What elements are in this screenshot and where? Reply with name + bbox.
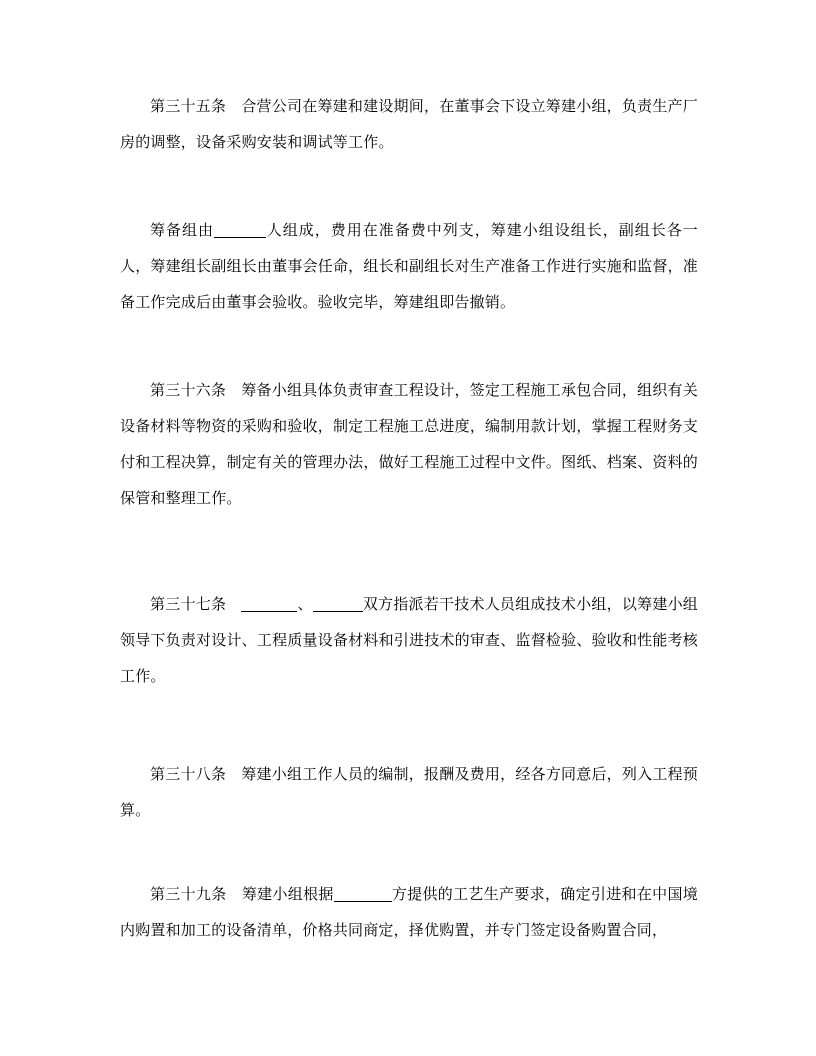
article-37 (120, 586, 698, 694)
article-39 (120, 876, 698, 948)
article-35-text: 第三十五条 合营公司在筹建和建设期间，在董事会下设立筹建小组，负责生产厂房的调整，设备采购安装和调试等工作。 (120, 97, 698, 151)
article-39-text-start: 第三十九条 筹建小组根据 (150, 885, 334, 903)
article-38-text: 第三十八条 筹建小组工作人员的编制，报酬及费用，经各方同意后，列入工程预算。 (120, 765, 698, 819)
article-38 (120, 756, 698, 828)
article-36-text: 第三十六条 筹备小组具体负责审查工程设计，签定工程施工承包合同，组织有关设备材料等物资的采购和验收，制定工程施工总进度，编制用款计划，掌握工程财务支付和工程决算，制定有关的管理办法，做好工程施工过程中文件。图纸、档案、资料的保管和整理工作。 (120, 381, 698, 507)
article-36 (120, 372, 698, 516)
preparatory-group-paragraph (120, 212, 698, 320)
preparatory-group-text-rest: 人组成，费用在准备费中列支，筹建小组设组长，副组长各一人，筹建组长副组长由董事会任命，组长和副组长对生产准备工作进行实施和监督，准备工作完成后由董事会验收。验收完毕，筹建组即告撤销。 (120, 221, 698, 311)
preparatory-group-text-start: 筹备组由 (150, 221, 214, 239)
article-37-separator: 、 (297, 595, 313, 613)
article-39-text-rest: 方提供的工艺生产要求，确定引进和在中国境内购置和加工的设备清单，价格共同商定，择优购置，并专门签定设备购置合同， (120, 885, 698, 939)
providing-party-blank (334, 883, 392, 902)
article-35 (120, 88, 698, 160)
article-37-text-start: 第三十七条 (150, 595, 242, 613)
party-b-blank (313, 593, 363, 612)
member-count-blank (214, 219, 266, 238)
party-a-blank (241, 593, 297, 612)
article-37-text-rest: 双方指派若干技术人员组成技术小组，以筹建小组领导下负责对设计、工程质量设备材料和引进技术的审查、监督检验、验收和性能考核工作。 (120, 595, 699, 685)
